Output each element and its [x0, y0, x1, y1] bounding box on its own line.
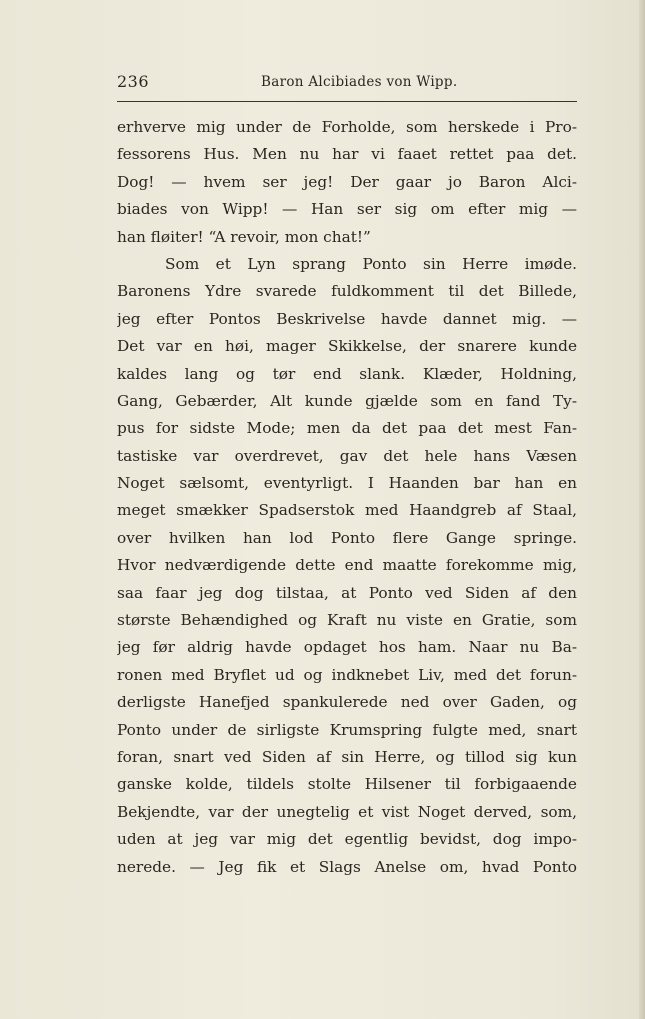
text-line: foran, snart ved Siden af sin Herre, og tillod sig kun — [117, 747, 577, 766]
text-line: Baronens Ydre svarede fuldkomment til det Billede, — [117, 282, 577, 301]
text-line: meget smækker Spadserstok med Haandgreb af Staal, — [117, 501, 577, 520]
page-number: 236 — [117, 72, 150, 91]
text-line: ganske kolde, tildels stolte Hilsener til forbigaaende — [117, 775, 577, 794]
text-line: Bekjendte, var der unegtelig et vist Noget derved, som, — [117, 802, 577, 821]
text-line: Som et Lyn sprang Ponto sin Herre imøde. — [165, 254, 577, 273]
page-edge-shadow — [639, 0, 645, 1019]
text-line: Det var en høi, mager Skikkelse, der snarere kunde — [117, 337, 577, 356]
text-line: fessorens Hus. Men nu har vi faaet rettet paa det. — [117, 145, 577, 164]
text-line: Noget sælsomt, eventyrligt. I Haanden bar han en — [117, 474, 577, 493]
text-line: tastiske var overdrevet, gav det hele hans Væsen — [117, 446, 577, 465]
text-line: nerede. — Jeg fik et Slags Anelse om, hvad Ponto — [117, 857, 577, 876]
header-rule — [117, 101, 577, 102]
text-line: Hvor nedværdigende dette end maatte forekomme mig, — [117, 556, 577, 575]
text-line: derligste Hanefjed spankulerede ned over Gaden, og — [117, 693, 577, 712]
text-line: saa faar jeg dog tilstaa, at Ponto ved Siden af den — [117, 583, 577, 602]
text-line: Gang, Gebærder, Alt kunde gjælde som en fand Ty- — [117, 391, 577, 410]
text-line: ronen med Bryflet ud og indknebet Liv, med det forun- — [117, 665, 577, 684]
text-line: erhverve mig under de Forholde, som herskede i Pro- — [117, 118, 577, 136]
text-line: han fløiter! “A revoir, mon chat!” — [117, 227, 371, 246]
text-line: jeg efter Pontos Beskrivelse havde dannet mig. — — [117, 309, 577, 328]
running-head: Baron Alcibiades von Wipp. — [261, 74, 458, 90]
body-text — [117, 114, 577, 881]
text-line: uden at jeg var mig det egentlig bevidst, dog impo- — [117, 830, 577, 849]
text-line: biades von Wipp! — Han ser sig om efter mig — — [117, 200, 577, 219]
text-line: jeg før aldrig havde opdaget hos ham. Naar nu Ba- — [117, 638, 577, 657]
text-line: Dog! — hvem ser jeg! Der gaar jo Baron Alci- — [117, 172, 577, 191]
text-line: kaldes lang og tør end slank. Klæder, Holdning, — [117, 364, 577, 383]
text-line: over hvilken han lod Ponto flere Gange springe. — [117, 528, 577, 547]
text-line: Ponto under de sirligste Krumspring fulgte med, snart — [117, 720, 577, 739]
page-header — [117, 72, 577, 98]
text-line: pus for sidste Mode; men da det paa det mest Fan- — [117, 419, 577, 438]
text-line: største Behændighed og Kraft nu viste en Gratie, som — [117, 611, 577, 630]
